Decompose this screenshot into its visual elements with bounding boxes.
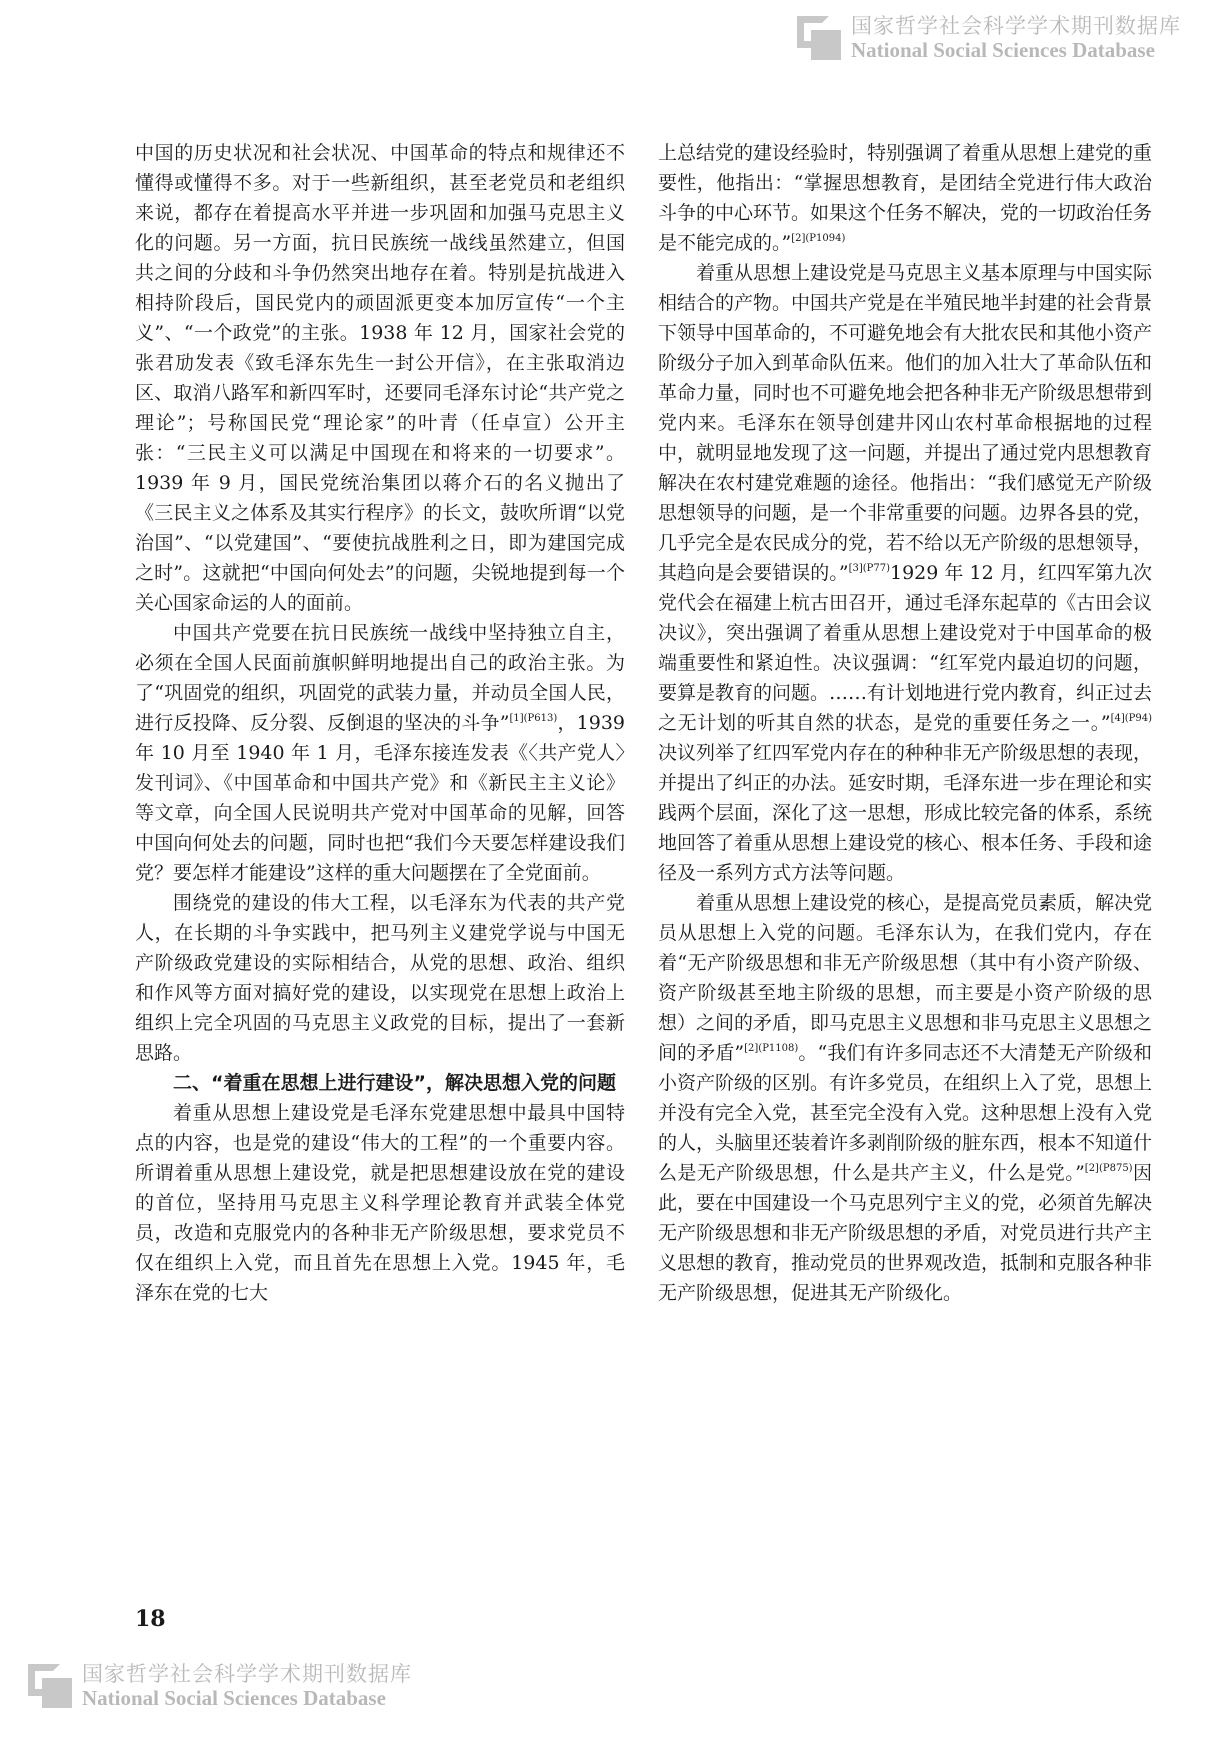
watermark-en: National Social Sciences Database: [82, 1686, 386, 1711]
database-logo-icon: [28, 1664, 72, 1708]
paragraph: 着重从思想上建设党是毛泽东党建思想中最具中国特点的内容，也是党的建设“伟大的工程”的一个重要内容。所谓着重从思想上建设党，就是把思想建设放在党的建设的首位，坚持用马克思主义科学理论教育并武装全体党员，改造和克服党内的各种非无产阶级思想，要求党员不仅在组织上入党，而且首先在思想上入党。1945 年，毛泽东在党的七大: [135, 1102, 625, 1304]
watermark-cn: 国家哲学社会科学学术期刊数据库: [82, 1662, 412, 1686]
citation: [1](P613): [509, 713, 558, 724]
page-number: 18: [135, 1606, 166, 1632]
paragraph: 中国的历史状况和社会状况、中国革命的特点和规律还不懂得或懂得不多。对于一些新组织，甚至老党员和老组织来说，都存在着提高水平并进一步巩固和加强马克思主义化的问题。另一方面，抗日民族统一战线虽然建立，但国共之间的分歧和斗争仍然突出地存在着。特别是抗战进入相持阶段后，国民党内的顽固派更变本加厉宣传“一个主义”、“一个政党”的主张。1938 年 12 月，国家社会党的张君劢发表《致毛泽东先生一封公开信》，在主张取消边区、取消八路军和新四军时，还要同毛泽东讨论“共产党之理论”；号称国民党“理论家”的叶青（任卓宣）公开主张：“三民主义可以满足中国现在和将来的一切要求”。1939 年 9 月，国民党统治集团以蒋介石的名义抛出了《三民主义之体系及其实行程序》的长文，鼓吹所谓“以党治国”、“以党建国”、“要使抗战胜利之日，即为建国完成之时”。这就把“中国向何处去”的问题，尖锐地提到每一个关心国家命运的人的面前。: [135, 142, 625, 614]
paragraph: 围绕党的建设的伟大工程，以毛泽东为代表的共产党人，在长期的斗争实践中，把马列主义建党学说与中国无产阶级政党建设的实际相结合，从党的思想、政治、组织和作风等方面对搞好党的建设，以实现党在思想上政治上组织上完全巩固的马克思主义政党的目标，提出了一套新思路。: [135, 892, 625, 1064]
paragraph: 着重从思想上建设党是马克思主义基本原理与中国实际相结合的产物。中国共产党是在半殖民地半封建的社会背景下领导中国革命的，不可避免地会有大批农民和其他小资产阶级分子加入到革命队伍来。他们的加入壮大了革命队伍和革命力量，同时也不可避免地会把各种非无产阶级思想带到党内来。毛泽东在领导创建井冈山农村革命根据地的过程中，就明显地发现了这一问题，并提出了通过党内思想教育解决在农村建党难题的途径。他指出：“我们感觉无产阶级思想领导的问题，是一个非常重要的问题。边界各县的党，几乎完全是农民成分的党，若不给以无产阶级的思想领导，其趋向是会要错误的。”$^{[3](P77)}$1929 年 12 月，红四军第九次党代会在福建上杭古田召开，通过毛泽东起草的《古田会议决议》，突出强调了着重从思想上建设党对于中国革命的极端重要性和紧迫性。决议强调：“红军党内最迫切的问题，要算是教育的问题。……有计划地进行党内教育，纠正过去之无计划的听其自然的状态，是党的重要任务之一。”$^{[4](P94)}$决议列举了红四军党内存在的种种非无产阶级思想的表现，并提出了纠正的办法。延安时期，毛泽东进一步在理论和实践两个层面，深化了这一思想，形成比较完备的体系，系统地回答了着重从思想上建设党的核心、根本任务、手段和途径及一系列方式方法等问题。: [658, 262, 1153, 884]
citation: [2](P1108): [744, 1043, 799, 1054]
left-column: [135, 138, 625, 1308]
watermark-cn: 国家哲学社会科学学术期刊数据库: [851, 14, 1181, 38]
paragraph: 中国共产党要在抗日民族统一战线中坚持独立自主，必须在全国人民面前旗帜鲜明地提出自己的政治主张。为了“巩固党的组织，巩固党的武装力量，并动员全国人民，进行反投降、反分裂、反倒退的坚决的斗争”$^{[1](P613)}$，1939 年 10 月至 1940 年 1 月，毛泽东接连发表《〈共产党人〉发刊词》、《中国革命和中国共产党》和《新民主主义论》等文章，向全国人民说明共产党对中国革命的见解，回答中国向何处去的问题，同时也把“我们今天要怎样建设我们党？要怎样才能建设”这样的重大问题摆在了全党面前。: [135, 622, 625, 884]
database-logo-icon: [797, 16, 841, 60]
citation: [2](P875): [1084, 1163, 1133, 1174]
watermark-bottom: [28, 1662, 412, 1710]
watermark-top: [797, 14, 1181, 62]
section-heading: 二、“着重在思想上进行建设”，解决思想入党的问题: [173, 1072, 616, 1094]
citation: [2](P1094): [791, 233, 846, 244]
citation: [4](P94): [1110, 713, 1152, 724]
watermark-en: National Social Sciences Database: [851, 38, 1155, 63]
right-column: [658, 138, 1152, 1308]
citation: [3](P77): [848, 563, 890, 574]
paragraph: 上总结党的建设经验时，特别强调了着重从思想上建党的重要性，他指出：“掌握思想教育，是团结全党进行伟大政治斗争的中心环节。如果这个任务不解决，党的一切政治任务是不能完成的。”$^{[2](P1094)}$: [658, 142, 1153, 254]
paragraph: 着重从思想上建设党的核心，是提高党员素质，解决党员从思想上入党的问题。毛泽东认为，在我们党内，存在着“无产阶级思想和非无产阶级思想（其中有小资产阶级、资产阶级甚至地主阶级的思想，而主要是小资产阶级的思想）之间的矛盾，即马克思主义思想和非马克思主义思想之间的矛盾”$^{[2](P1108)}$。“我们有许多同志还不大清楚无产阶级和小资产阶级的区别。有许多党员，在组织上入了党，思想上并没有完全入党，甚至完全没有入党。这种思想上没有入党的人，头脑里还装着许多剥削阶级的脏东西，根本不知道什么是无产阶级思想，什么是共产主义，什么是党。”$^{[2](P875)}$因此，要在中国建设一个马克思列宁主义的党，必须首先解决无产阶级思想和非无产阶级思想的矛盾，对党员进行共产主义思想的教育，推动党员的世界观改造，抵制和克服各种非无产阶级思想，促进其无产阶级化。: [658, 892, 1153, 1304]
